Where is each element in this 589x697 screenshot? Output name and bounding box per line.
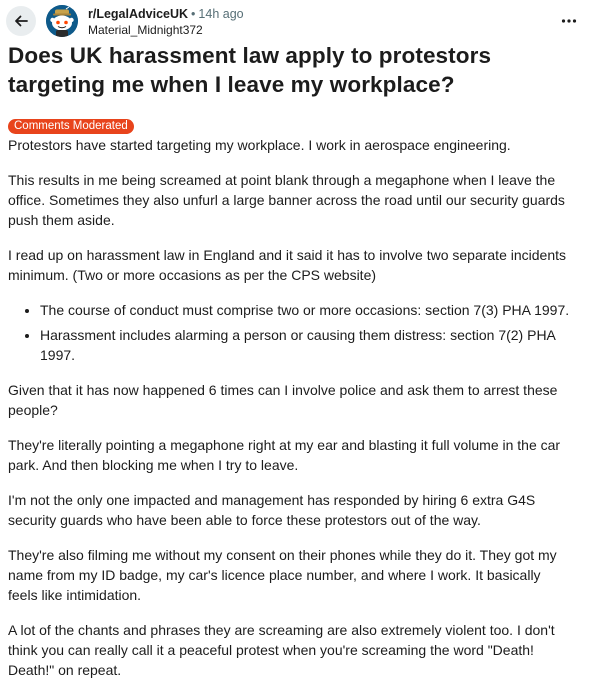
- post-body: [8, 135, 574, 695]
- post-header: [0, 0, 589, 40]
- more-options-button[interactable]: [557, 10, 581, 32]
- body-paragraph: I'm not the only one impacted and management has responded by hiring 6 extra G4S security guards who have been able to force these protestors out of the way.: [8, 492, 536, 528]
- comments-moderated-badge: Comments Moderated: [8, 119, 134, 134]
- body-paragraph: I read up on harassment law in England and it said it has to involve two separate incidents minimum. (Two or more occasions as per the CPS website): [8, 247, 566, 283]
- post-time: 14h ago: [198, 7, 244, 21]
- body-list: [8, 300, 574, 365]
- post-title: Does UK harassment law apply to protestors targeting me when I leave my workplace?: [8, 43, 492, 97]
- body-paragraph: They're also filming me without my consent on their phones while they do it. They got my name from my ID badge, my car's licence place number, and where I work. It basically feels like intimidation.: [8, 547, 557, 603]
- body-paragraph: A lot of the chants and phrases they are screaming are also extremely violent too. I don't think you can really call it a peaceful protest when you're screaming the word "Death! Death!" on repeat.: [8, 622, 555, 678]
- subreddit-avatar[interactable]: [46, 5, 78, 37]
- reddit-snoo-icon: [46, 5, 78, 37]
- meta-separator: •: [191, 7, 196, 21]
- author-username[interactable]: Material_Midnight372: [88, 23, 203, 37]
- body-paragraph: This results in me being screamed at point blank through a megaphone when I leave the office. Sometimes they also unfurl a large banner across the road until our security guards push them aside.: [8, 172, 565, 228]
- back-button[interactable]: [6, 6, 36, 36]
- list-item: • Harassment includes alarming a person or causing them distress: section 7(2) PHA 1997.: [40, 325, 574, 365]
- more-horizontal-icon: [561, 18, 577, 24]
- subreddit-name[interactable]: r/LegalAdviceUK: [88, 7, 189, 21]
- body-paragraph: Protestors have started targeting my workplace. I work in aerospace engineering.: [8, 137, 511, 153]
- arrow-left-icon: [13, 13, 29, 29]
- list-item: • The course of conduct must comprise two or more occasions: section 7(3) PHA 1997.: [40, 300, 574, 320]
- post-meta: [88, 7, 244, 22]
- body-paragraph: Given that it has now happened 6 times can I involve police and ask them to arrest these people?: [8, 382, 558, 418]
- body-paragraph: They're literally pointing a megaphone right at my ear and blasting it full volume in the car park. And then blocking me when I try to leave.: [8, 437, 561, 473]
